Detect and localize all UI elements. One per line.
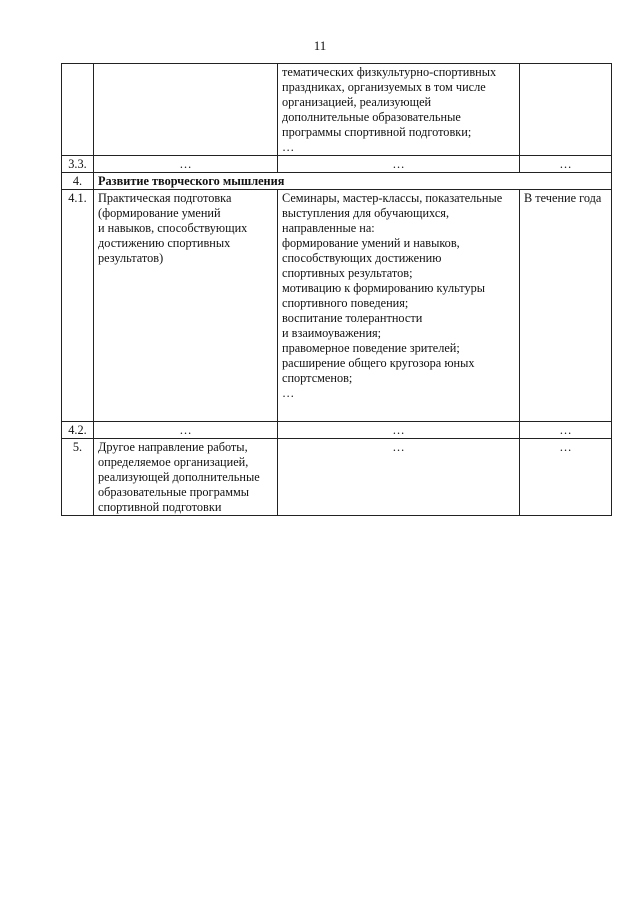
activity-line: … (282, 140, 295, 154)
table-row-4-1 (62, 190, 612, 422)
activity-line: … (282, 386, 295, 400)
activity-line: спортивного поведения; (282, 296, 409, 310)
cell-name: … (94, 422, 278, 439)
activity-line: способствующих достижению (282, 251, 442, 265)
table-row-4-2 (62, 422, 612, 439)
table-row-3-3 (62, 156, 612, 173)
plan-table (61, 63, 612, 516)
cell-name: … (94, 156, 278, 173)
name-line: результатов) (98, 251, 164, 265)
name-line: и навыков, способствующих (98, 221, 248, 235)
cell-num: 5. (62, 439, 94, 516)
activity-line: формирование умений и навыков, (282, 236, 460, 250)
table-row-continued (62, 64, 612, 156)
name-line: достижению спортивных (98, 236, 231, 250)
cell-activity: … (278, 439, 520, 516)
cell-num: 4. (62, 173, 94, 190)
cell-name (94, 64, 278, 156)
activity-line: мотивацию к формированию культуры (282, 281, 486, 295)
name-line: спортивной подготовки (98, 500, 222, 514)
cell-name (94, 439, 278, 516)
page-number: 11 (313, 38, 327, 53)
name-line: Практическая подготовка (98, 191, 232, 205)
name-line: Другое направление работы, (98, 440, 248, 454)
activity-line: воспитание толерантности (282, 311, 423, 325)
cell-activity (278, 190, 520, 422)
section-title: Развитие творческого мышления (94, 173, 612, 190)
cell-term (520, 64, 612, 156)
cell-num: 3.3. (62, 156, 94, 173)
activity-line: программы спортивной подготовки; (282, 125, 472, 139)
cell-num: 4.2. (62, 422, 94, 439)
cell-activity (278, 64, 520, 156)
name-line: реализующей дополнительные (98, 470, 260, 484)
cell-term: … (520, 156, 612, 173)
activity-line: выступления для обучающихся, (282, 206, 450, 220)
activity-line: и взаимоуважения; (282, 326, 382, 340)
cell-term: В течение года (520, 190, 612, 422)
activity-line: спортивных результатов; (282, 266, 413, 280)
cell-term: … (520, 439, 612, 516)
table-row-5 (62, 439, 612, 516)
activity-line: направленные на: (282, 221, 375, 235)
activity-line: дополнительные образовательные (282, 110, 461, 124)
activity-line: правомерное поведение зрителей; (282, 341, 460, 355)
cell-num: 4.1. (62, 190, 94, 422)
activity-line: Семинары, мастер-классы, показательные (282, 191, 503, 205)
cell-activity: … (278, 156, 520, 173)
activity-line: спортсменов; (282, 371, 353, 385)
name-line: определяемое организацией, (98, 455, 249, 469)
cell-activity: … (278, 422, 520, 439)
name-line: образовательные программы (98, 485, 250, 499)
cell-name (94, 190, 278, 422)
name-line: (формирование умений (98, 206, 221, 220)
activity-line: расширение общего кругозора юных (282, 356, 475, 370)
cell-term: … (520, 422, 612, 439)
activity-line: праздниках, организуемых в том числе (282, 80, 486, 94)
cell-num (62, 64, 94, 156)
activity-line: тематических физкультурно-спортивных (282, 65, 497, 79)
activity-line: организацией, реализующей (282, 95, 432, 109)
table-row-4-section (62, 173, 612, 190)
